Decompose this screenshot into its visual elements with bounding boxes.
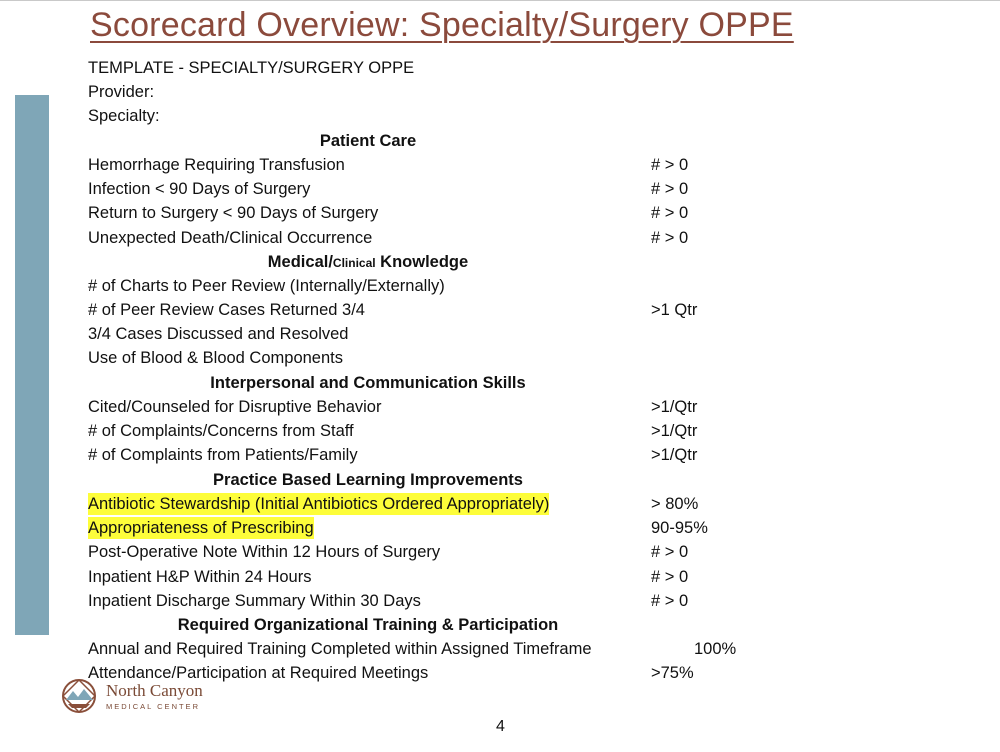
top-divider xyxy=(0,0,1000,1)
section-heading-practice-based: Practice Based Learning Improvements xyxy=(213,471,523,489)
logo-mark-icon xyxy=(60,676,100,716)
logo-subtitle: MEDICAL CENTER xyxy=(106,702,200,711)
sidebar-accent-bar xyxy=(15,95,49,635)
north-canyon-logo xyxy=(60,676,220,716)
section-heading-medical-knowledge: Medical/Clinical Knowledge xyxy=(267,253,469,271)
section-heading-interpersonal: Interpersonal and Communication Skills xyxy=(210,374,526,392)
page-number: 4 xyxy=(496,718,505,735)
logo-name: North Canyon xyxy=(106,681,203,700)
page-title: Scorecard Overview: Specialty/Surgery OPPE xyxy=(90,6,794,44)
section-heading-patient-care: Patient Care xyxy=(319,132,417,150)
section-heading-required-training: Required Organizational Training & Participation xyxy=(177,616,559,634)
